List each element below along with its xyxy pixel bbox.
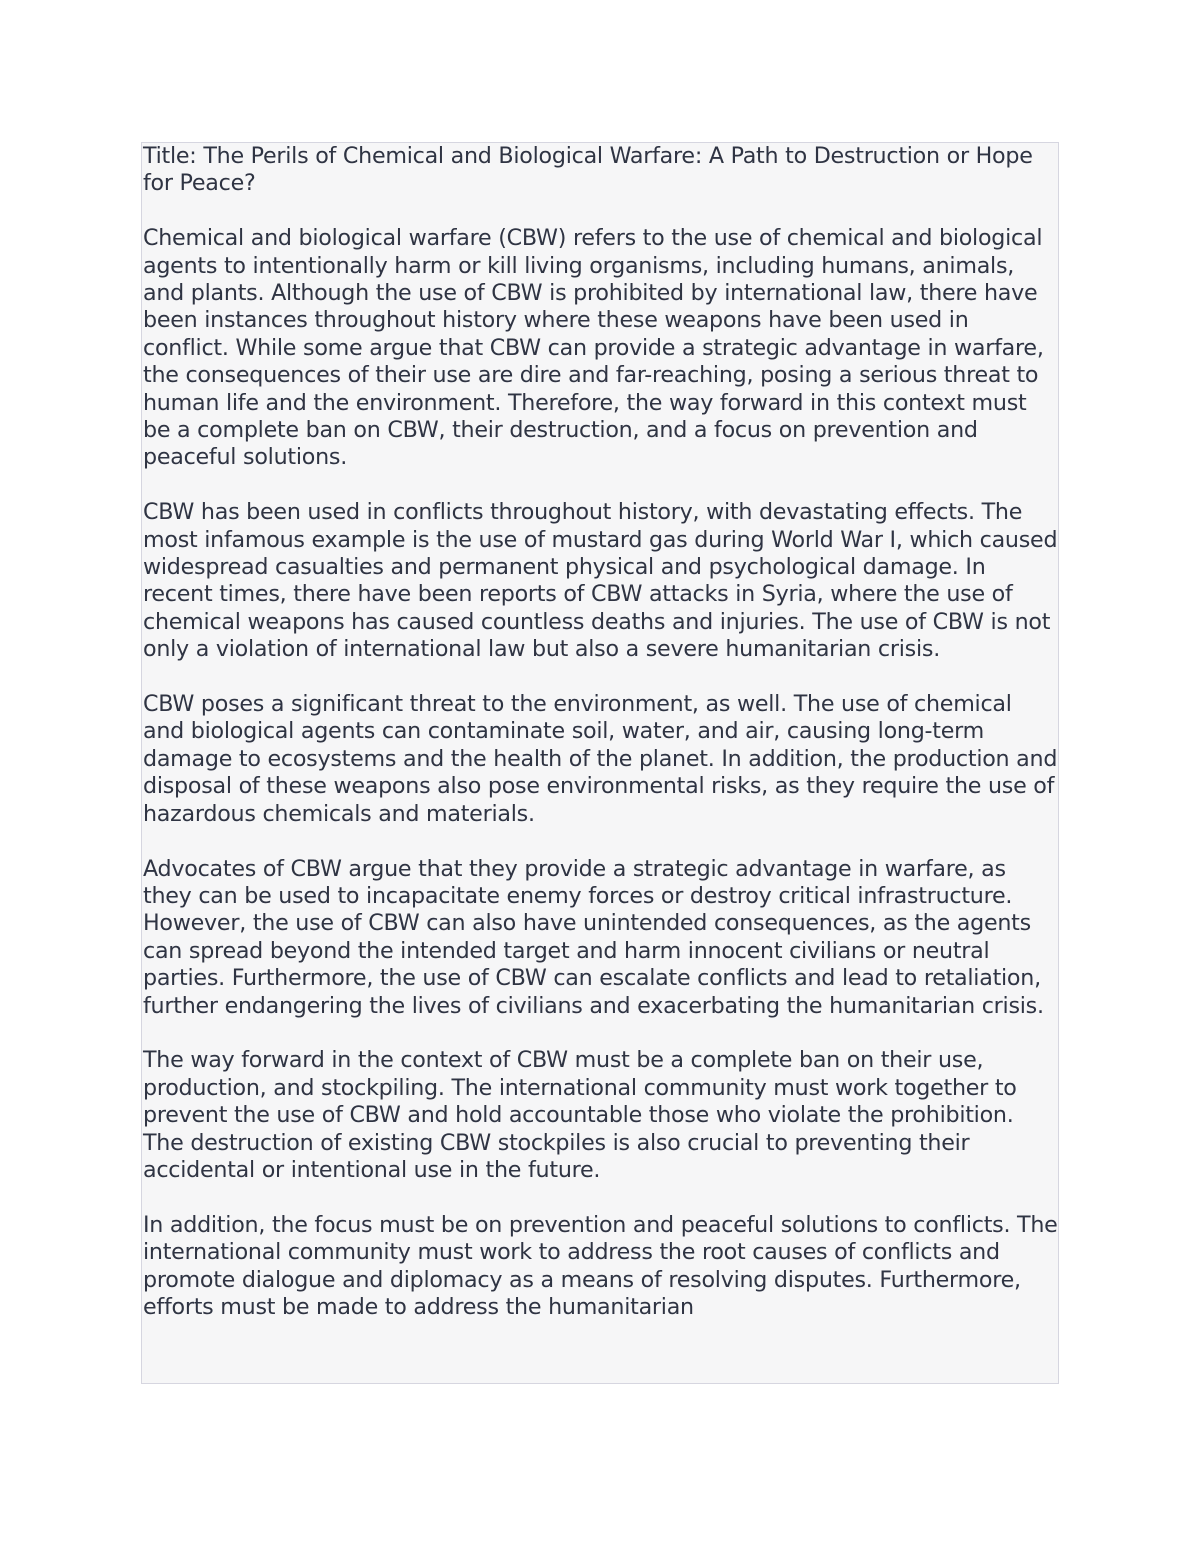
document-title: Title: The Perils of Chemical and Biological Warfare: A Path to Destruction or Hope for Peace? bbox=[143, 143, 1033, 197]
paragraph-intro: Chemical and biological warfare (CBW) refers to the use of chemical and biological agents to intentionally harm or kill living organisms, including humans, animals, and plants. Although the use of CBW is prohibited by international law, there have been instances throughout history where these weapons have been used in conflict. While some argue that CBW can provide a strategic advantage in warfare, the consequences of their use are dire and far-reaching, posing a serious threat to human life and the environment. Therefore, the way forward in this context must be a complete ban on CBW, their destruction, and a focus on prevention and peaceful solutions. bbox=[143, 225, 1044, 471]
paragraph-prevention: In addition, the focus must be on prevention and peaceful solutions to conflicts. The international community must work to address the root causes of conflicts and promote dialogue and diplomacy as a means of resolving disputes. Furthermore, efforts must be made to address the humanitarian bbox=[143, 1211, 1058, 1320]
paragraph-way-forward: The way forward in the context of CBW must be a complete ban on their use, production, and stockpiling. The international community must work together to prevent the use of CBW and hold accountable those who violate the prohibition. The destruction of existing CBW stockpiles is also crucial to preventing their accidental or intentional use in the future. bbox=[143, 1047, 1017, 1183]
paragraph-environment: CBW poses a significant threat to the environment, as well. The use of chemical and biological agents can contaminate soil, water, and air, causing long-term damage to ecosystems and the health of the planet. In addition, the production and disposal of these weapons also pose environmental risks, as they require the use of hazardous chemicals and materials. bbox=[143, 691, 1058, 827]
paragraph-history: CBW has been used in conflicts throughout history, with devastating effects. The most infamous example is the use of mustard gas during World War I, which caused widespread casualties and permanent physical and psychological damage. In recent times, there have been reports of CBW attacks in Syria, where the use of chemical weapons has caused countless deaths and injuries. The use of CBW is not only a violation of international law but also a severe humanitarian crisis. bbox=[143, 499, 1058, 663]
paragraph-advocates: Advocates of CBW argue that they provide a strategic advantage in warfare, as they can be used to incapacitate enemy forces or destroy critical infrastructure. However, the use of CBW can also have unintended consequences, as the agents can spread beyond the intended target and harm innocent civilians or neutral parties. Furthermore, the use of CBW can escalate conflicts and lead to retaliation, further endangering the lives of civilians and exacerbating the humanitarian crisis. bbox=[143, 855, 1044, 1019]
essay-text-box[interactable] bbox=[141, 142, 1059, 1384]
